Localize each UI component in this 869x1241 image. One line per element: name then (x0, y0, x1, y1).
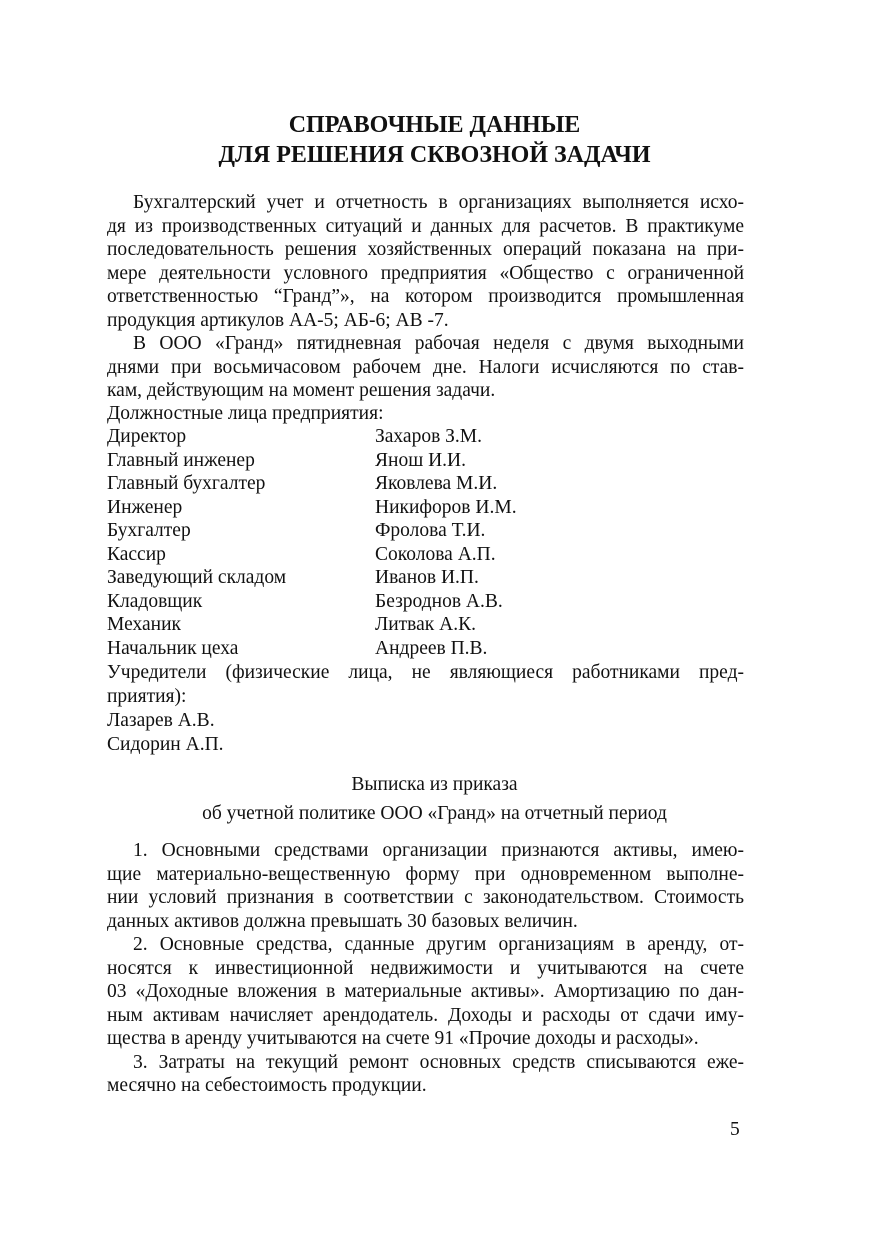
official-position: Кладовщик (107, 590, 203, 612)
founder-name: Сидорин А.П. (107, 733, 224, 755)
policy-line: носятся к инвестиционной недвижимости и учитываются на счете (107, 957, 744, 979)
official-name: Литвак А.К. (375, 614, 476, 635)
founders-paragraph (107, 661, 744, 708)
official-position: Бухгалтер (107, 520, 191, 541)
title-line-1: СПРАВОЧНЫЕ ДАННЫЕ (288, 112, 581, 138)
official-row (107, 496, 744, 520)
official-position: Кассир (107, 543, 166, 565)
intro-line: мере деятельности условного предприятия «Общество с ограниченной (107, 262, 744, 284)
title-line-2: ДЛЯ РЕШЕНИЯ СКВОЗНОЙ ЗАДАЧИ (218, 142, 651, 168)
policy-line: щества в аренду учитываются на счете 91 «Прочие доходы и расходы». (107, 1028, 699, 1049)
official-position: Главный бухгалтер (107, 473, 266, 494)
policy-line: 1. Основными средствами организации признаются активы, имею- (133, 840, 744, 861)
policy-line: данных активов должна превышать 30 базовых величин. (107, 910, 578, 932)
official-position: Механик (107, 614, 181, 635)
policy-line: 3. Затраты на текущий ремонт основных средств списываются еже- (133, 1051, 744, 1073)
page-number: 5 (730, 1119, 740, 1140)
official-row (107, 449, 744, 473)
official-position: Главный инженер (107, 449, 255, 471)
official-row (107, 425, 744, 449)
intro-line: дя из производственных ситуаций и данных для расчетов. В практикуме (107, 215, 744, 237)
policy-line: нии условий признания в соответствии с законодательством. Стоимость (107, 887, 744, 908)
official-name: Безроднов А.В. (375, 590, 503, 612)
founders-line: Учредители (физические лица, не являющиеся работниками пред- (107, 662, 744, 683)
order-heading: Выписка из приказа (351, 774, 518, 795)
policy-item-3 (107, 1051, 744, 1098)
official-row (107, 472, 744, 496)
official-row (107, 519, 744, 543)
intro-paragraph (107, 191, 744, 332)
policy-line: месячно на себестоимость продукции. (107, 1075, 427, 1096)
schedule-line: кам, действующим на момент решения задачи. (107, 380, 496, 401)
policy-item-2 (107, 933, 744, 1051)
schedule-line: В ООО «Гранд» пятидневная рабочая неделя с двумя выходными (133, 333, 744, 354)
founders-line: приятия): (107, 685, 187, 707)
official-position: Заведующий складом (107, 567, 287, 588)
official-position: Начальник цеха (107, 637, 239, 659)
officials-heading: Должностные лица предприятия: (107, 403, 384, 424)
intro-line: ответственностью “Гранд”», на котором производится промышленная (107, 286, 744, 307)
intro-line: последовательность решения хозяйственных операций показана на при- (107, 239, 744, 260)
official-row (107, 637, 744, 661)
intro-line: продукция артикулов АА-5; АБ-6; АВ -7. (107, 309, 449, 331)
official-name: Янош И.И. (375, 449, 466, 471)
official-row (107, 613, 744, 637)
official-name: Фролова Т.И. (375, 520, 486, 541)
official-name: Никифоров И.М. (375, 496, 517, 518)
official-name: Яковлева М.И. (375, 473, 498, 494)
official-row (107, 566, 744, 590)
schedule-paragraph (107, 332, 744, 403)
order-subheading: об учетной политике ООО «Гранд» на отчетный период (202, 803, 667, 824)
policy-item-1 (107, 839, 744, 933)
official-position: Инженер (107, 496, 183, 518)
official-row (107, 543, 744, 567)
founder-name: Лазарев А.В. (107, 710, 215, 731)
official-name: Захаров З.М. (375, 426, 483, 447)
policy-line: ным активам начисляет арендодатель. Доходы и расходы от сдачи иму- (107, 1004, 744, 1026)
official-position: Директор (107, 426, 187, 447)
schedule-line: днями при восьмичасовом рабочем дне. Налоги исчисляются по став- (107, 356, 744, 378)
policy-line: 03 «Доходные вложения в материальные активы». Амортизацию по дан- (107, 981, 744, 1002)
policy-line: 2. Основные средства, сданные другим организациям в аренду, от- (133, 934, 744, 955)
official-name: Андреев П.В. (375, 637, 488, 659)
intro-line: Бухгалтерский учет и отчетность в организациях выполняется исхо- (133, 192, 744, 213)
policy-line: щие материально-вещественную форму при одновременном выполне- (107, 863, 744, 885)
official-row (107, 590, 744, 614)
official-name: Иванов И.П. (375, 567, 479, 588)
official-name: Соколова А.П. (375, 543, 496, 565)
